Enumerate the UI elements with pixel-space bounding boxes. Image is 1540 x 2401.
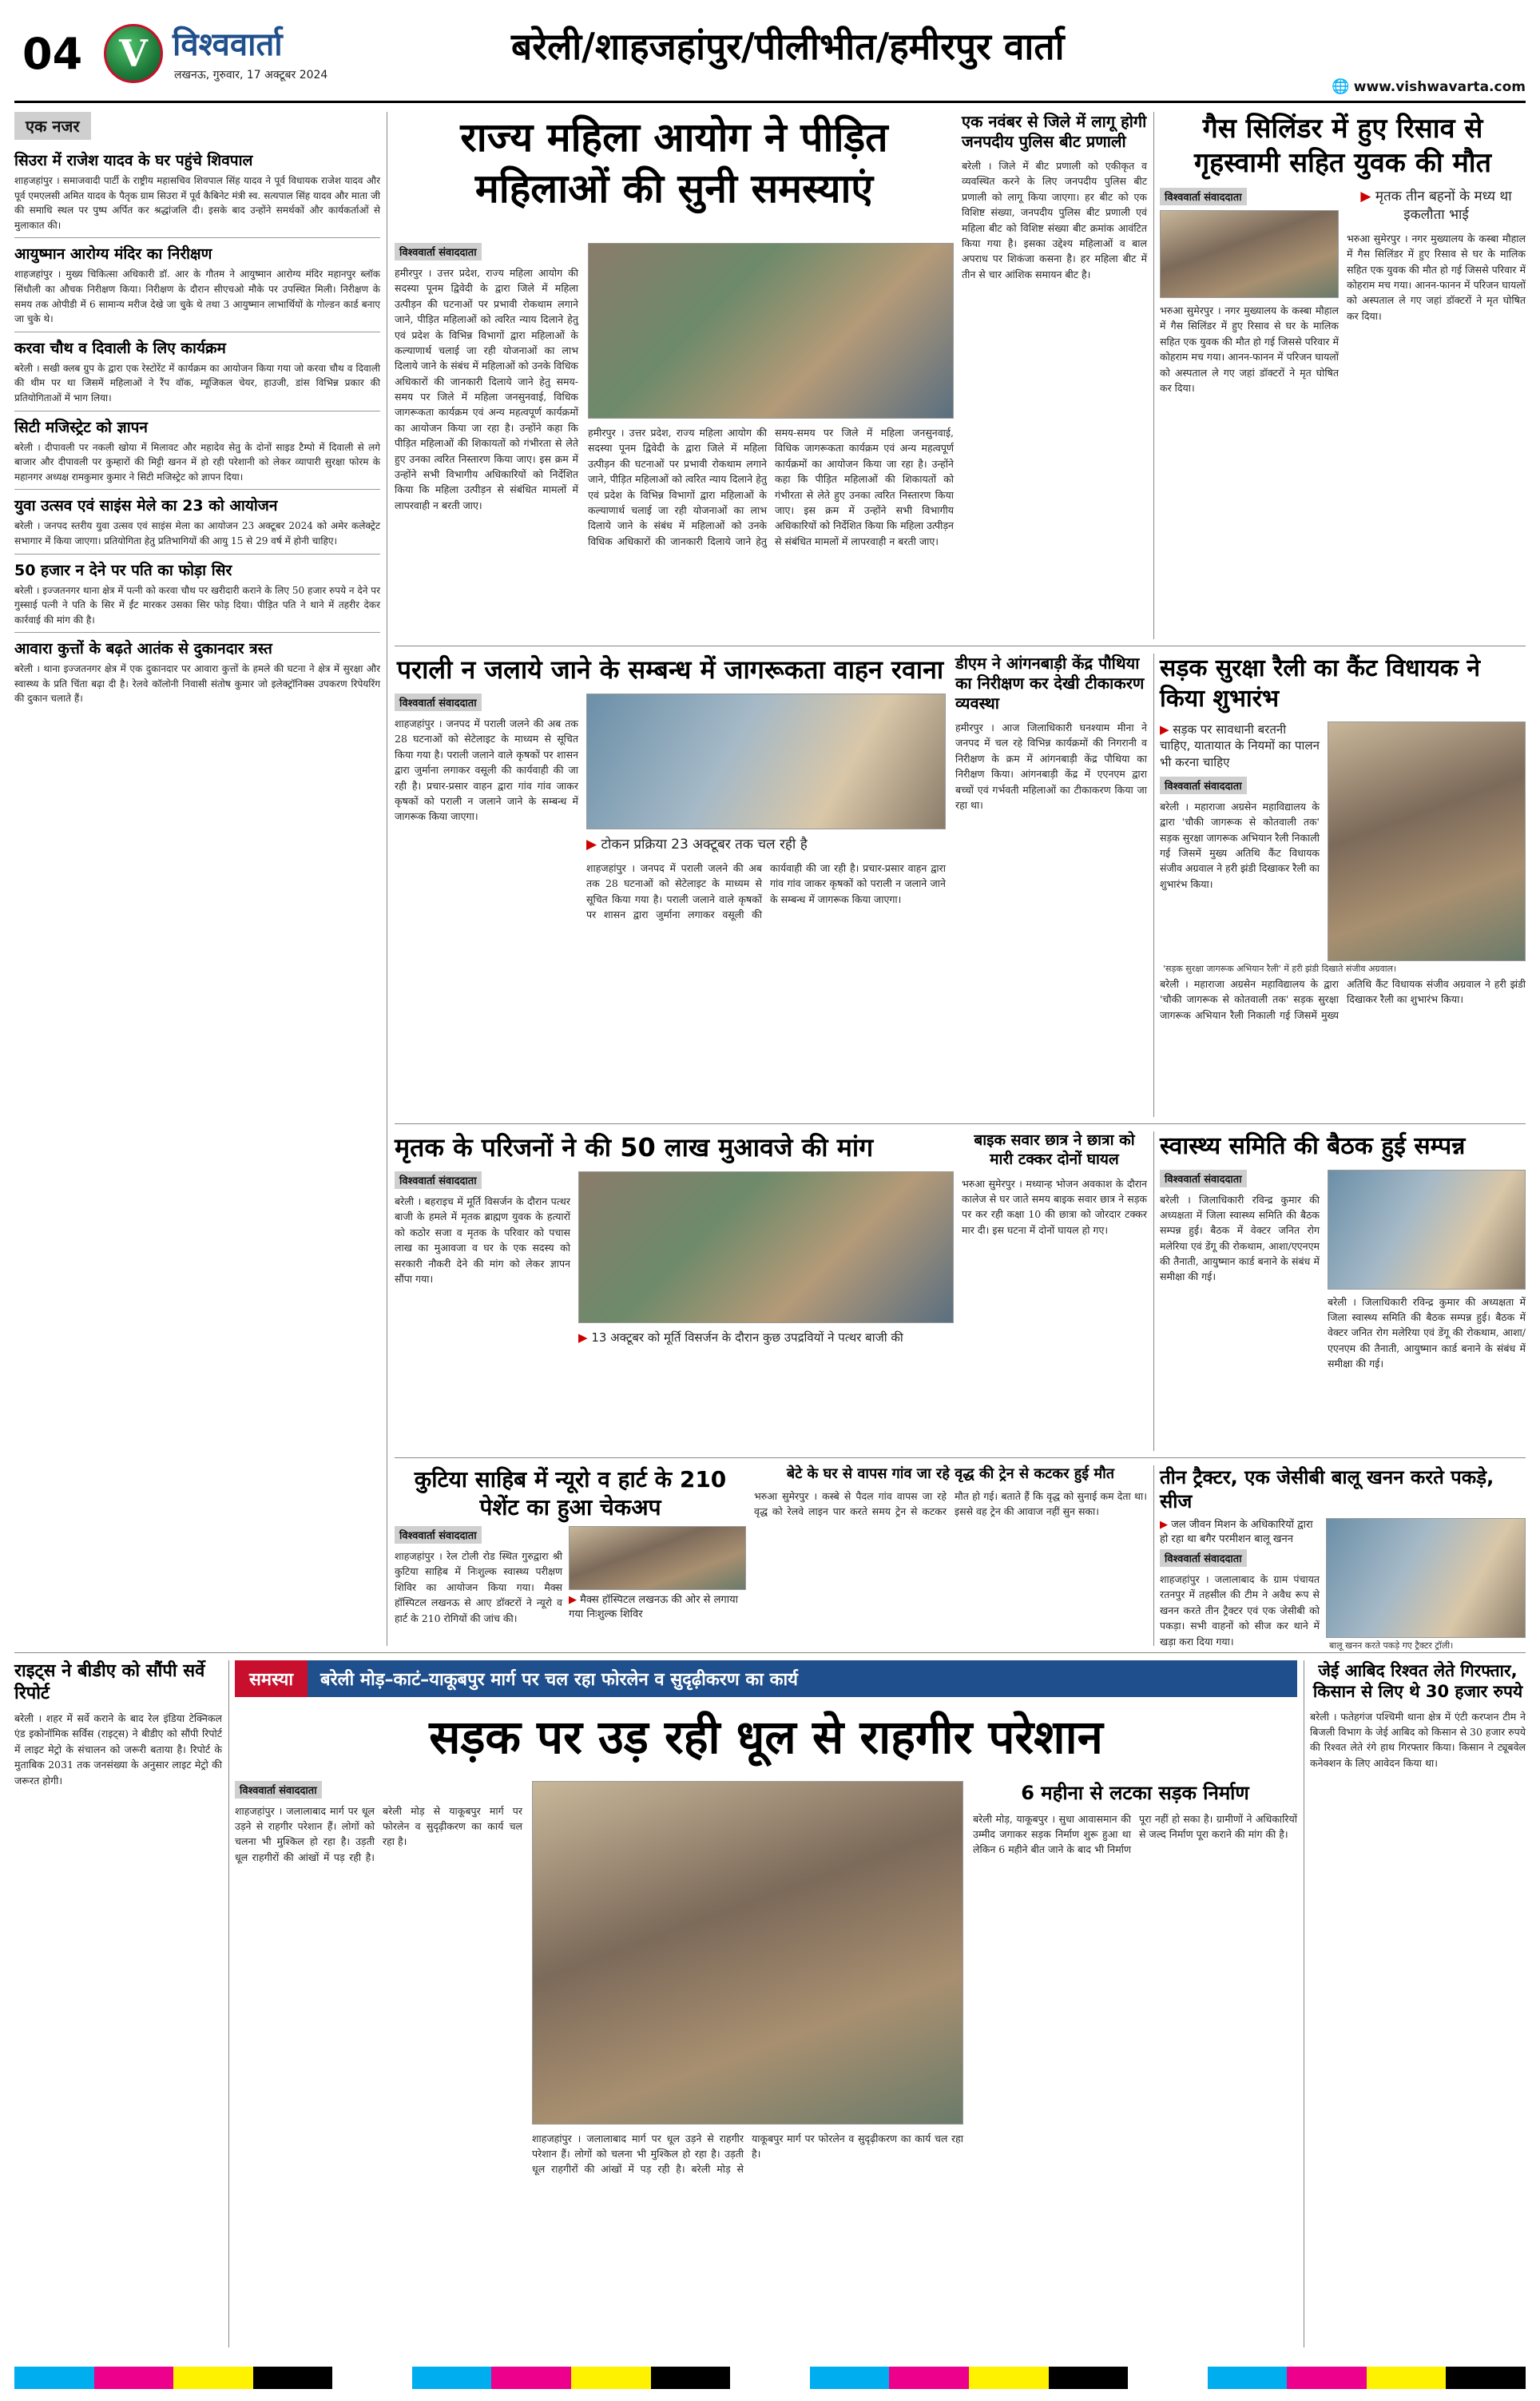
- traffic-body: बरेली । शहर में सर्वे कराने के बाद रेल इंडिया टेक्निकल एंड इकोनॉमिक सर्विस (राइट्स) ने बीडीए को सौंपी रिपोर्ट में लाइट मेट्रो के संचालन को जरूरी बताया है। रिपोर्ट के मुताबिक 2031 तक जनसंख्या के अनुसार लाइट मेट्रो की जरूरत होगी।: [14, 1712, 222, 1787]
- compensation-pull-quote: [578, 1330, 954, 1346]
- gas-photo: [1160, 210, 1339, 298]
- kutiya-headline: कुटिया साहिब में न्यूरो व हार्ट के 210 पेशेंट का हुआ चेकअप: [414, 1466, 727, 1521]
- sidebar-divider: [14, 632, 380, 633]
- tractor-caption: बालू खनन करते पकड़े गए ट्रैक्टर ट्रॉली।: [1329, 1640, 1454, 1651]
- dust-headline: सड़क पर उड़ रही धूल से राहगीर परेशान: [429, 1710, 1103, 1764]
- sidebar-item-headline: आवारा कुत्तों के बढ़ते आतंक से दुकानदार त्रस्त: [14, 640, 272, 658]
- column-rule: [1153, 1131, 1154, 1451]
- problem-tag: समस्या: [235, 1660, 308, 1697]
- sidebar-list: [14, 149, 380, 706]
- gas-pull-text: मृतक तीन बहनों के मध्य था इकलौता भाई: [1375, 189, 1512, 223]
- dust-story: [235, 1660, 1297, 2347]
- rally-body-continued: बरेली । महाराजा अग्रसेन महाविद्यालय के द्वारा 'चौकी जागरूक से कोतवाली तक' सड़क सुरक्षा जागरूक अभियान रैली निकाली गई जिसमें मुख्य अतिथि कैंट विधायक संजीव अग्रवाल ने हरी झंडी दिखाकर रैली का शुभारंभ किया।: [1160, 978, 1526, 1021]
- sidebar-item-body: शाहजहांपुर । समाजवादी पार्टी के राष्ट्रीय महासचिव शिवपाल सिंह यादव ने पूर्व विधायक राजेश यादव और पूर्व एमएलसी अमित यादव के पैतृक ग्राम सिउरा में पूर्व कैबिनेट मंत्री स्व. सत्यपाल सिंह यादव और माता जी की समाधि स्थल पर पुष्प अर्पित कर श्रद्धांजलि दी। इसके बाद उन्होंने समर्थकों और कार्यकर्ताओं से मुलाकात की।: [14, 175, 380, 231]
- bribe-story: [1310, 1660, 1526, 2347]
- gas-story: [1160, 112, 1526, 639]
- health-body: बरेली । जिलाधिकारी रविन्द्र कुमार की अध्यक्षता में जिला स्वास्थ्य समिति की बैठक सम्पन्न हुई। बैठक में वेक्टर जनित रोग मलेरिया एवं डेंगू की रोकथाम, आशा/एएनएम की तैनाती, आयुष्मान कार्ड बनाने के संबंध में समीक्षा की गई।: [1160, 1193, 1320, 1283]
- kutiya-photo: [569, 1526, 746, 1590]
- section-rule: [395, 1123, 1526, 1124]
- train-body: भरुआ सुमेरपुर । कस्बे से पैदल गांव वापस जा रहे वृद्ध को रेलवे लाइन पार करते समय ट्रेन से कटकर मौत हो गई। बताते हैं कि वृद्ध को सुनाई कम देता था। इससे वह ट्रेन की आवाज नहीं सुन सका।: [754, 1489, 1147, 1517]
- compensation-photo: [578, 1171, 954, 1323]
- bike-story: [962, 1131, 1147, 1451]
- rally-caption: 'सड़क सुरक्षा जागरूक अभियान रैली' में हरी झंडी दिखाते संजीव अग्रवाल।: [1163, 964, 1397, 974]
- website-text: www.vishwavarta.com: [1353, 79, 1526, 95]
- tractor-byline: विश्ववार्ता संवाददाता: [1160, 1549, 1247, 1567]
- masthead-rule: [14, 101, 1526, 103]
- arrow-icon: ▶: [569, 1594, 577, 1606]
- train-headline: बेटे के घर से वापस गांव जा रहे वृद्ध की ट्रेन से कटकर हुई मौत: [786, 1465, 1115, 1482]
- logo-letter: V: [119, 32, 148, 75]
- rally-headline: सड़क सुरक्षा रैली का कैंट विधायक ने किया शुभारंभ: [1160, 654, 1480, 713]
- rally-pull-text: सड़क पर सावधानी बरतनी चाहिए, यातायात के नियमों का पालन भी करना चाहिए: [1160, 722, 1320, 769]
- sidebar-divider: [14, 489, 380, 490]
- section-rule: [395, 1457, 1526, 1458]
- tractor-pull-quote: [1160, 1518, 1320, 1546]
- column-rule: [1153, 1465, 1154, 1646]
- rally-story: [1160, 654, 1526, 1117]
- column-rule: [1153, 112, 1154, 639]
- health-byline: विश्ववार्ता संवाददाता: [1160, 1170, 1247, 1187]
- beat-story: [962, 112, 1147, 639]
- sidebar-divider: [14, 554, 380, 555]
- problem-banner: [235, 1660, 1297, 1697]
- lead-photo: [588, 243, 954, 419]
- lead-headline: राज्य महिला आयोग ने पीड़ित महिलाओं की सुनी समस्याएं: [460, 114, 888, 212]
- lead-byline: विश्ववार्ता संवाददाता: [395, 243, 482, 260]
- sidebar-item-headline: युवा उत्सव एवं साइंस मेले का 23 को आयोजन: [14, 497, 278, 515]
- tractor-body: शाहजहांपुर । जलालाबाद के ग्राम पंचायत रतनपुर में तहसील की टीम ने अवैध रूप से खनन करते तीन ट्रैक्टर एवं एक जेसीबी को पकड़ा। सभी वाहनों को सीज कर थाने में खड़ा करा दिया गया।: [1160, 1573, 1320, 1648]
- edition-title: बरेली/शाहजहांपुर/पीलीभीत/हमीरपुर वार्ता: [511, 25, 1065, 68]
- sixmonth-headline: 6 महीना से लटका सड़क निर्माण: [1021, 1781, 1249, 1804]
- parali-pull-text: टोकन प्रक्रिया 23 अक्टूबर तक चल रही है: [601, 837, 808, 853]
- website-url[interactable]: [1230, 78, 1526, 99]
- kutiya-body: शाहजहांपुर । रेल टोली रोड स्थित गुरुद्वारा श्री कुटिया साहिब में निःशुल्क स्वास्थ्य परीक्षण शिविर का आयोजन किया गया। मैक्स हॉस्पिटल लखनऊ से आए डॉक्टरों ने न्यूरो व हार्ट के 210 रोगियों की जांच की।: [395, 1550, 562, 1624]
- sixmonth-body: बरेली मोड़, याकूबपुर । सुधा आवासमान की उम्मीद जगाकर सड़क निर्माण शुरू हुआ था लेकिन 6 महीने बीत जाने के बाद भी निर्माण पूरा नहीं हो सका है। ग्रामीणों ने अधिकारियों से जल्द निर्माण पूरा कराने की मांग की है।: [973, 1812, 1297, 1856]
- column-rule: [1153, 654, 1154, 1117]
- sidebar-item-body: बरेली । थाना इज्जतनगर क्षेत्र में एक दुकानदार पर आवारा कुत्तों के हमले की घटना ने क्षेत्र में सुरक्षा और स्वास्थ्य के प्रति चिंता बढ़ा दी है। रेलवे कॉलोनी निवासी संतोष कुमार जो इलेक्ट्रॉनिक्स उपकरण रिपेयरिंग की दुकान चलाते हैं।: [14, 663, 380, 705]
- sidebar-item-body: बरेली । जनपद स्तरीय युवा उत्सव एवं साइंस मेला का आयोजन 23 अक्टूबर 2024 को अमेर कलेक्ट्रेट सभागार में किया जाएगा। प्रतियोगिता हेतु प्रतिभागियों की आयु 15 से 29 वर्ष में होनी चाहिए।: [14, 520, 380, 547]
- health-story: [1160, 1131, 1526, 1451]
- rally-body: बरेली । महाराजा अग्रसेन महाविद्यालय के द्वारा 'चौकी जागरूक से कोतवाली तक' सड़क सुरक्षा जागरूक अभियान रैली निकाली गई जिसमें मुख्य अतिथि कैंट विधायक संजीव अग्रवाल ने हरी झंडी दिखाकर रैली का शुभारंभ किया।: [1160, 800, 1320, 890]
- sidebar-ek-nazar: [14, 112, 380, 1646]
- sidebar-item-body: शाहजहांपुर । मुख्य चिकित्सा अधिकारी डॉ. आर के गौतम ने आयुष्मान आरोग्य मंदिर महानपुर ब्लॉक सिंधौली का औचक निरीक्षण किया। निरीक्षण के दौरान सीएचओ मौके पर उपस्थित मिली। निरीक्षण के समय तक ओपीडी में 6 सामान्य मरीज देखे जा चुके थे तथा 3 आयुष्मान लाभार्थियों के गोल्डन कार्ड बनाए जा चुके थे।: [14, 268, 380, 325]
- sidebar-divider: [14, 237, 380, 238]
- arrow-icon: ▶: [1160, 1519, 1168, 1531]
- dm-story: [955, 654, 1147, 1117]
- kutiya-pull-quote: [569, 1593, 746, 1621]
- rally-photo: [1328, 721, 1526, 961]
- traffic-headline: राइट्स ने बीडीए को सौंपी सर्वे रिपोर्ट: [14, 1661, 205, 1703]
- lead-story: [395, 112, 954, 639]
- health-body-continued: बरेली । जिलाधिकारी रविन्द्र कुमार की अध्यक्षता में जिला स्वास्थ्य समिति की बैठक सम्पन्न हुई। बैठक में वेक्टर जनित रोग मलेरिया एवं डेंगू की रोकथाम, आशा/एएनएम की तैनाती, आयुष्मान कार्ड बनाने के संबंध में समीक्षा की गई।: [1328, 1295, 1526, 1369]
- column-rule: [228, 1660, 229, 2347]
- bike-headline: बाइक सवार छात्र ने छात्रा को मारी टक्कर दोनों घायल: [974, 1131, 1135, 1168]
- tractor-story: [1160, 1465, 1526, 1651]
- dateline: लखनऊ, गुरुवार, 17 अक्टूबर 2024: [174, 69, 328, 81]
- gas-headline: गैस सिलिंडर में हुए रिसाव से गृहस्वामी सहित युवक की मौत: [1193, 113, 1491, 179]
- dm-headline: डीएम ने आंगनबाड़ी केंद्र पौथिया का निरीक्षण कर देखी टीकाकरण व्यवस्था: [955, 654, 1145, 713]
- sidebar-item-headline: करवा चौथ व दिवाली के लिए कार्यक्रम: [14, 339, 226, 357]
- health-photo: [1328, 1170, 1526, 1290]
- page-number: 04: [22, 29, 83, 79]
- bribe-headline: जेई आबिद रिश्वत लेते गिरफ्तार, किसान से लिए थे 30 हजार रुपये: [1312, 1661, 1523, 1702]
- kutiya-story: [395, 1465, 746, 1646]
- tractor-headline: तीन ट्रैक्टर, एक जेसीबी बालू खनन करते पकड़े, सीज: [1160, 1466, 1494, 1513]
- parali-pull-quote: [586, 836, 946, 854]
- compensation-headline: मृतक के परिजनों ने की 50 लाख मुआवजे की मांग: [395, 1132, 874, 1163]
- health-headline: स्वास्थ्य समिति की बैठक हुई सम्पन्न: [1160, 1132, 1466, 1160]
- sidebar-item-body: बरेली । इज्जतनगर थाना क्षेत्र में पत्नी को करवा चौथ पर खरीदारी कराने के लिए 50 हजार रुपये न देने पर गुस्साई पत्नी ने पति के सिर में ईंट मारकर उसका सिर फोड़ दिया। पीड़ित पति ने थाने में तहरीर देकर कार्रवाई की मांग की है।: [14, 584, 380, 626]
- sidebar-tag: एक नजर: [14, 112, 91, 140]
- section-rule: [14, 1652, 1526, 1653]
- registration-bar: [14, 2367, 1526, 2389]
- parali-body: शाहजहांपुर । जनपद में पराली जलने की अब तक 28 घटनाओं को सेटेलाइट के माध्यम से सूचित किया गया है। पराली जलाने वाले कृषकों पर शासन द्वारा जुर्माना लगाकर वसूली की कार्यवाही की जा रही है। प्रचार-प्रसार वाहन द्वारा गांव गांव जाकर कृषकों को पराली न जलाने जाने के सम्बन्ध में जागरूक किया जाएगा।: [395, 718, 578, 823]
- sidebar-item-headline: आयुष्मान आरोग्य मंदिर का निरीक्षण: [14, 245, 212, 264]
- rally-byline: विश्ववार्ता संवाददाता: [1160, 777, 1247, 794]
- dust-photo: [532, 1781, 963, 2125]
- parali-story: [395, 654, 946, 1117]
- gas-body-continued: भरुआ सुमेरपुर । नगर मुख्यालय के कस्बा मौहाल में गैस सिलिंडर में हुए रिसाव से घर के मालिक सहित एक युवक की मौत हो गई जिससे परिवार में कोहराम मच गया। आनन-फानन में परिजन घायलों को अस्पताल ले गए जहां डॉक्टरों ने मृत घोषित कर दिया।: [1347, 232, 1526, 322]
- train-story: [754, 1465, 1147, 1646]
- arrow-icon: ▶: [1160, 722, 1169, 737]
- kutiya-pull-text: मैक्स हॉस्पिटल लखनऊ की ओर से लगाया गया निःशुल्क शिविर: [569, 1594, 738, 1620]
- tractor-photo: [1326, 1518, 1526, 1638]
- parali-byline: विश्ववार्ता संवाददाता: [395, 694, 482, 711]
- banner-strap: बरेली मोड़–काटं–याकूबपुर मार्ग पर चल रहा फोरलेन व सुदृढ़ीकरण का कार्य: [308, 1660, 1297, 1697]
- sidebar-item-headline: सिटी मजिस्ट्रेट को ज्ञापन: [14, 418, 148, 436]
- parali-headline: पराली न जलाये जाने के सम्बन्ध में जागरूकता वाहन रवाना: [396, 654, 944, 685]
- tractor-pull-text: जल जीवन मिशन के अधिकारियों द्वारा हो रहा था बगैर परमीशन बालू खनन: [1160, 1519, 1313, 1545]
- dm-body: हमीरपुर । आज जिलाधिकारी घनश्याम मीना ने जनपद में चल रहे विभिन्न कार्यक्रमों की निगरानी व निरीक्षण के क्रम में आंगनबाड़ी केंद्र पौथिया का निरीक्षण किया। आंगनबाड़ी केंद्र में एएनएम द्वारा बच्चों एवं गर्भवती महिलाओं का टीकाकरण किया जा रहा था।: [955, 721, 1147, 811]
- bike-body: भरुआ सुमेरपुर । मध्यान्ह भोजन अवकाश के दौरान कालेज से घर जाते समय बाइक सवार छात्र ने सड़क पर कर रही कक्षा 10 की छात्रा को जोरदार टक्कर मार दी। इस घटना में दोनों घायल हो गए।: [962, 1177, 1147, 1236]
- kutiya-byline: विश्ववार्ता संवाददाता: [395, 1526, 482, 1544]
- masthead: [0, 0, 1540, 104]
- beat-body: बरेली । जिले में बीट प्रणाली को एकीकृत व व्यवस्थित करने के लिए जनपदीय पुलिस बीट प्रणाली को लागू किया जाएगा। हर बीट को एक विशिष्ट संख्या, जनपदीय पुलिस बीट प्रणाली एवं महिला बीट को विशिष्ट संख्या बीट क्रमांक आवंटित किया गया है। इसका उद्देश्य महिलाओं व बाल अपराध पर शिकंजा कसना है। हर महिला बीट में तीन से चार आंशिक समायन बीट है।: [962, 160, 1147, 280]
- parali-photo: [586, 694, 946, 829]
- sidebar-item-body: बरेली । सखी क्लब ग्रुप के द्वारा एक रेस्टोरेंट में कार्यक्रम का आयोजन किया गया जो करवा चौथ व दिवाली की थीम पर था जिसमें महिलाओं ने रैंप वॉक, म्यूजिकल चेयर, हाउजी, डांस विभिन्न प्रकार की प्रतियोगिताओं में भाग लिया।: [14, 362, 380, 403]
- gas-pull-quote: [1347, 188, 1526, 225]
- gas-byline: विश्ववार्ता संवाददाता: [1160, 188, 1247, 205]
- rally-pull-quote: [1160, 721, 1320, 770]
- bribe-body: बरेली । फतेहगंज पश्चिमी थाना क्षेत्र में एंटी करप्शन टीम ने बिजली विभाग के जेई आबिद को किसान से 30 हजार रुपये की रिश्वत लेते रंगे हाथ गिरफ्तार किया। किसान ने ट्यूबवेल कनेक्शन के लिए आवेदन किया था।: [1310, 1710, 1526, 1769]
- sidebar-item-headline: सिउरा में राजेश यादव के घर पहुंचे शिवपाल: [14, 152, 253, 169]
- dust-body-continued: शाहजहांपुर । जलालाबाद मार्ग पर धूल उड़ने से राहगीर परेशान हैं। लोगों को चलना भी मुश्किल हो रहा है। उड़ती धूल राहगीरों की आंखों में पड़ रही है। बरेली मोड़ से याकूबपुर मार्ग पर फोरलेन व सुदृढ़ीकरण का कार्य चल रहा है।: [532, 2132, 963, 2176]
- paper-logo: [104, 24, 163, 83]
- lead-body: हमीरपुर । उत्तर प्रदेश, राज्य महिला आयोग की सदस्या पूनम द्विवेदी के द्वारा जिले में महिला उत्पीड़न की घटनाओं पर प्रभावी रोकथाम लगाने जाने, पीड़ित महिलाओं को त्वरित न्याय दिलाने हेतु एवं प्रदेश के विभिन्न विभागों द्वारा महिलाओं के कल्याणार्थ चलाई जा रही योजनाओं का लाभ दिलाये जाने के संबंध में महिलाओं को उनके विधिक अधिकारों की जानकारी दिलाये जाने हेतु समय-समय पर जिले में महिला जनसुनवाई, विधिक जागरूकता कार्यक्रम एवं अन्य महत्वपूर्ण कार्यक्रमों का आयोजन किया जा रहा है। उन्होंने कहा कि पीड़ित महिलाओं की शिकायतों को गंभीरता से लेते हुए उनका त्वरित निस्तारण किया जाए। इस क्रम में उन्होंने सभी विभागीय अधिकारियों को निर्देशित किया कि महिला उत्पीड़न से संबंधित मामलों में लापरवाही न बरती जाए।: [395, 267, 578, 511]
- traffic-story: [14, 1660, 222, 2347]
- compensation-body: बरेली । बहराइच में मूर्ति विसर्जन के दौरान पत्थर बाजी के हमले में मृतक ब्राह्मण युवक के हत्यारों को कठोर सजा व मृतक के परिवार को पचास लाख का मुआवजा व घर के एक सदस्य को सरकारी नौकरी देने की मांग को लेकर ज्ञापन सौंपा गया।: [395, 1195, 570, 1285]
- sidebar-item-headline: 50 हजार न देने पर पति का फोड़ा सिर: [14, 561, 232, 579]
- arrow-icon: ▶: [578, 1330, 588, 1345]
- arrow-icon: ▶: [1360, 189, 1371, 205]
- dust-byline: विश्ववार्ता संवाददाता: [235, 1781, 322, 1799]
- parali-body-continued: शाहजहांपुर । जनपद में पराली जलने की अब तक 28 घटनाओं को सेटेलाइट के माध्यम से सूचित किया गया है। पराली जलाने वाले कृषकों पर शासन द्वारा जुर्माना लगाकर वसूली की कार्यवाही की जा रही है। प्रचार-प्रसार वाहन द्वारा गांव गांव जाकर कृषकों को पराली न जलाने जाने के सम्बन्ध में जागरूक किया जाएगा।: [586, 861, 946, 921]
- compensation-pull-text: 13 अक्टूबर को मूर्ति विसर्जन के दौरान कुछ उपद्रवियों ने पत्थर बाजी की: [591, 1330, 903, 1345]
- arrow-icon: ▶: [586, 837, 597, 853]
- dust-body: शाहजहांपुर । जलालाबाद मार्ग पर धूल उड़ने से राहगीर परेशान हैं। लोगों को चलना भी मुश्किल हो रहा है। उड़ती धूल राहगीरों की आंखों में पड़ रही है। बरेली मोड़ से याकूबपुर मार्ग पर फोरलेन व सुदृढ़ीकरण का कार्य चल रहा है।: [235, 1804, 522, 1863]
- globe-icon: 🌐: [1332, 78, 1350, 95]
- sidebar-item-body: बरेली । दीपावली पर नकली खोया में मिलावट और महादेव सेतु के दोनों साइड टैम्पो में दिवाली से लगे बाजार और दीपावली पर कुम्हारों की मिट्टी खनन में हो रही परेशानी को लेकर व्यापारी सुरक्षा फोरम के महानगर अध्यक्ष रामकुमार कुमार ने सिटी मजिस्ट्रेट को ज्ञापन दिया।: [14, 441, 380, 483]
- lead-body-continued: हमीरपुर । उत्तर प्रदेश, राज्य महिला आयोग की सदस्या पूनम द्विवेदी के द्वारा जिले में महिला उत्पीड़न की घटनाओं पर प्रभावी रोकथाम लगाने जाने, पीड़ित महिलाओं को त्वरित न्याय दिलाने हेतु एवं प्रदेश के विभिन्न विभागों द्वारा महिलाओं के कल्याणार्थ चलाई जा रही योजनाओं का लाभ दिलाये जाने के संबंध में महिलाओं को उनके विधिक अधिकारों की जानकारी दिलाये जाने हेतु समय-समय पर जिले में महिला जनसुनवाई, विधिक जागरूकता कार्यक्रम एवं अन्य महत्वपूर्ण कार्यक्रमों का आयोजन किया जा रहा है। उन्होंने कहा कि पीड़ित महिलाओं की शिकायतों को गंभीरता से लेते हुए उनका त्वरित निस्तारण किया जाए। इस क्रम में उन्होंने सभी विभागीय अधिकारियों को निर्देशित किया कि महिला उत्पीड़न से संबंधित मामलों में लापरवाही न बरती जाए।: [588, 427, 954, 547]
- compensation-byline: विश्ववार्ता संवाददाता: [395, 1171, 482, 1189]
- beat-headline: एक नवंबर से जिले में लागू होगी जनपदीय पुलिस बीट प्रणाली: [962, 112, 1147, 151]
- compensation-story: [395, 1131, 954, 1451]
- gas-body: भरुआ सुमेरपुर । नगर मुख्यालय के कस्बा मौहाल में गैस सिलिंडर में हुए रिसाव से घर के मालिक सहित एक युवक की मौत हो गई जिससे परिवार में कोहराम मच गया। आनन-फानन में परिजन घायलों को अस्पताल ले गए जहां डॉक्टरों ने मृत घोषित कर दिया।: [1160, 304, 1339, 394]
- paper-name: विश्ववार्ता: [173, 26, 283, 63]
